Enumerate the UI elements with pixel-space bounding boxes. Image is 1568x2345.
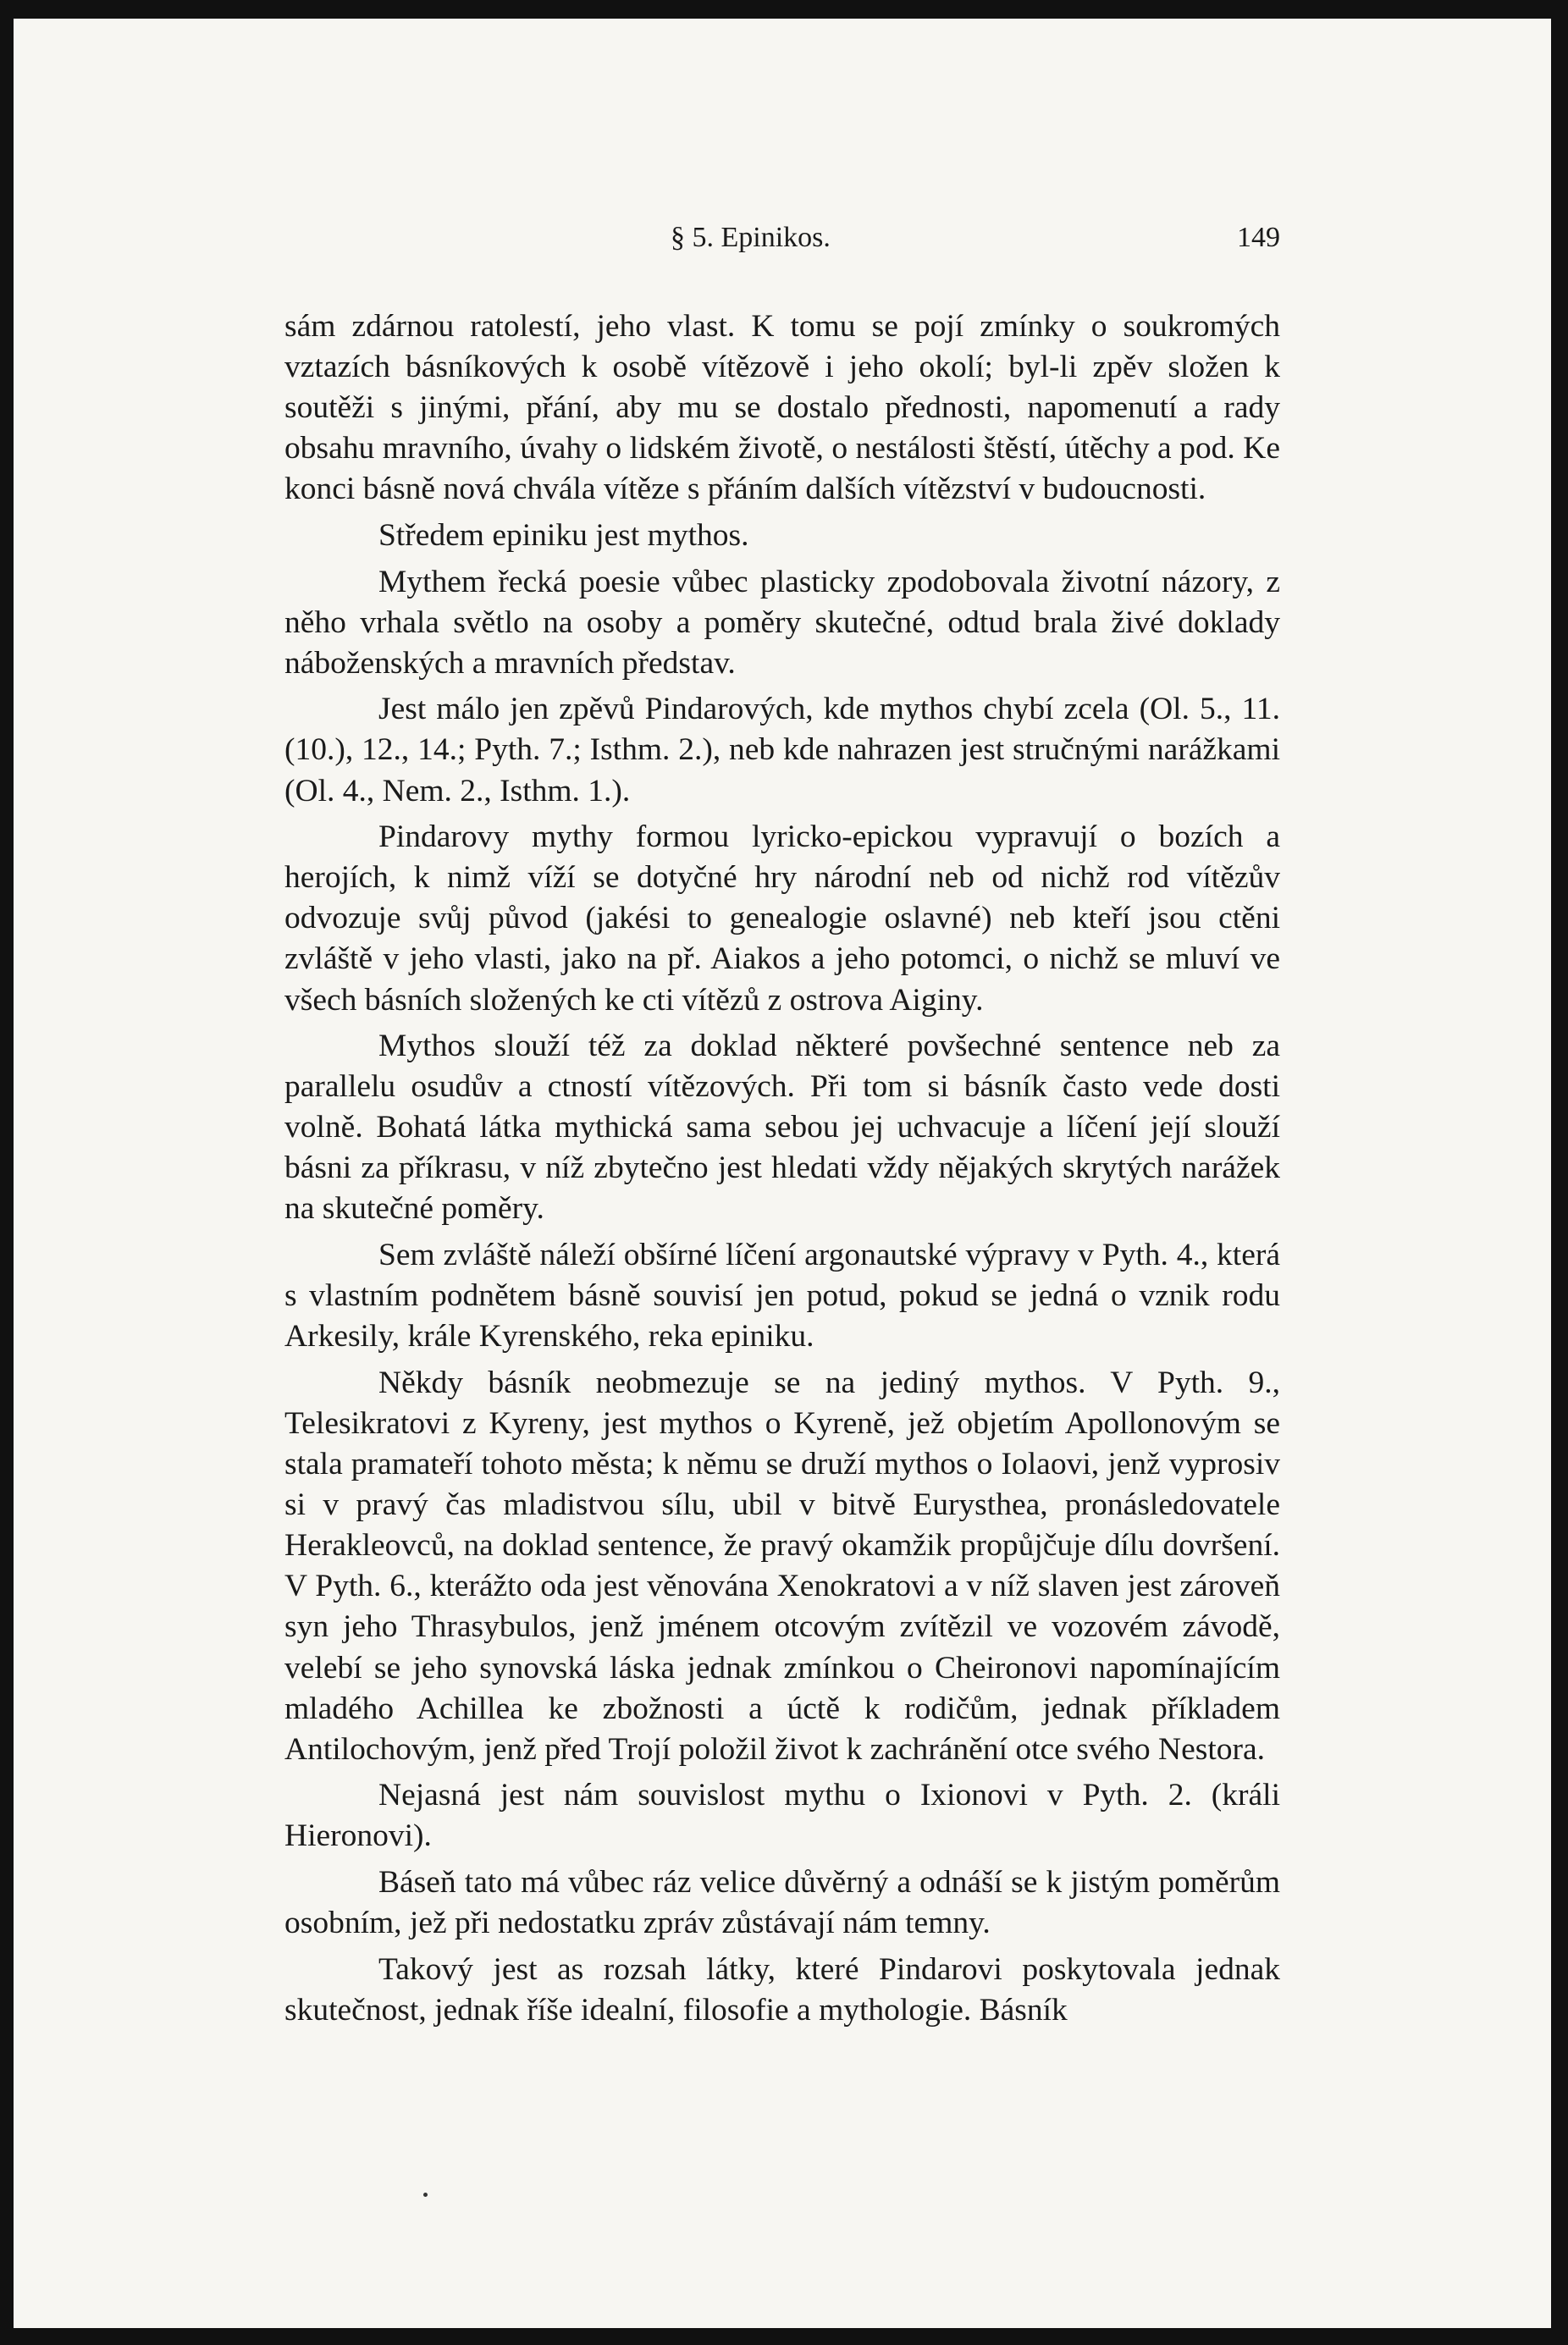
paragraph: Středem epiniku jest mythos. — [378, 517, 749, 553]
paragraph: Báseň tato má vůbec ráz velice důvěrný a odnáší se k jistým poměrům osobním, jež při nedostatku zpráv zůstávají nám temny. — [284, 1864, 1280, 1941]
paragraph: Mythem řecká poesie vůbec plasticky zpodobovala životní názory, z něho vrhala světlo na osoby a poměry skutečné, odtud brala živé doklady náboženských a mravních představ. — [284, 564, 1280, 681]
print-speck — [423, 2193, 428, 2197]
paragraph: sám zdárnou ratolestí, jeho vlast. K tomu se pojí zmínky o soukromých vztazích básníkových k osobě vítězově i jeho okolí; byl-li zpěv složen k soutěži s jinými, přání, aby mu se dostalo přednosti, napomenutí a rady obsahu mravního, úvahy o lidském životě, o nestálosti štěstí, útěchy a pod. Ke konci básně nová chvála vítěze s přáním dalších vítězství v budoucnosti. — [284, 309, 1280, 507]
book-page — [14, 19, 1551, 2328]
paragraph: Takový jest as rozsah látky, které Pindarovi poskytovala jednak skutečnost, jednak říše idealní, filosofie a mythologie. Básník — [284, 1951, 1280, 2028]
paragraph: Někdy básník neobmezuje se na jediný mythos. V Pyth. 9., Telesikratovi z Kyreny, jest mythos o Kyreně, jež objetím Apollonovým se stala pramateří tohoto města; k němu se druží mythos o Iolaovi, jenž vyprosiv si v pravý čas mladistvou sílu, ubil v bitvě Eurysthea, pronásledovatele Herakleovců, na doklad sentence, že pravý okamžik propůjčuje dílu dovršení. V Pyth. 6., kterážto oda jest věnována Xenokratovi a v níž slaven jest zároveň syn jeho Thrasybulos, jenž jménem otcovým zvítězil ve vozovém závodě, velebí se jeho synovská láska jednak zmínkou o Cheironovi napomínajícím mladého Achillea ke zbožnosti a úctě k rodičům, jednak příkladem Antilochovým, jenž před Trojí položil život k zachránění otce svého Nestora. — [284, 1365, 1280, 1767]
paragraph: Pindarovy mythy formou lyricko-epickou vypravují o bozích a herojích, k nimž víží se dotyčné hry národní neb od nichž rod vítězův odvozuje svůj původ (jakési to genealogie oslavné) neb kteří jsou ctěni zvláště v jeho vlasti, jako na př. Aiakos a jeho potomci, o nichž se mluví ve všech básních složených ke cti vítězů z ostrova Aiginy. — [284, 819, 1280, 1018]
section-heading: § 5. Epinikos. — [671, 222, 831, 253]
paragraph: Jest málo jen zpěvů Pindarových, kde mythos chybí zcela (Ol. 5., 11. (10.), 12., 14.; Pyth. 7.; Isthm. 2.), neb kde nahrazen jest stručnými narážkami (Ol. 4., Nem. 2., Isthm. 1.). — [284, 692, 1280, 808]
body-text — [284, 306, 1280, 2036]
paragraph: Mythos slouží též za doklad některé povšechné sentence neb za parallelu osudův a ctností vítězových. Při tom si básník často vede dosti volně. Bohatá látka mythická sama sebou jej uchvacuje a líčení její slouží básni za příkrasu, v níž zbytečno jest hledati vždy nějakých skrytých narážek na skutečné poměry. — [284, 1029, 1280, 1227]
paragraph: Nejasná jest nám souvislost mythu o Ixionovi v Pyth. 2. (králi Hieronovi). — [284, 1778, 1280, 1854]
running-header — [284, 222, 1280, 264]
page-number: 149 — [1237, 222, 1280, 253]
paragraph: Sem zvláště náleží obšírné líčení argonautské výpravy v Pyth. 4., která s vlastním podnětem básně souvisí jen potud, pokud se jedná o vznik rodu Arkesily, krále Kyrenského, reka epiniku. — [284, 1238, 1280, 1355]
